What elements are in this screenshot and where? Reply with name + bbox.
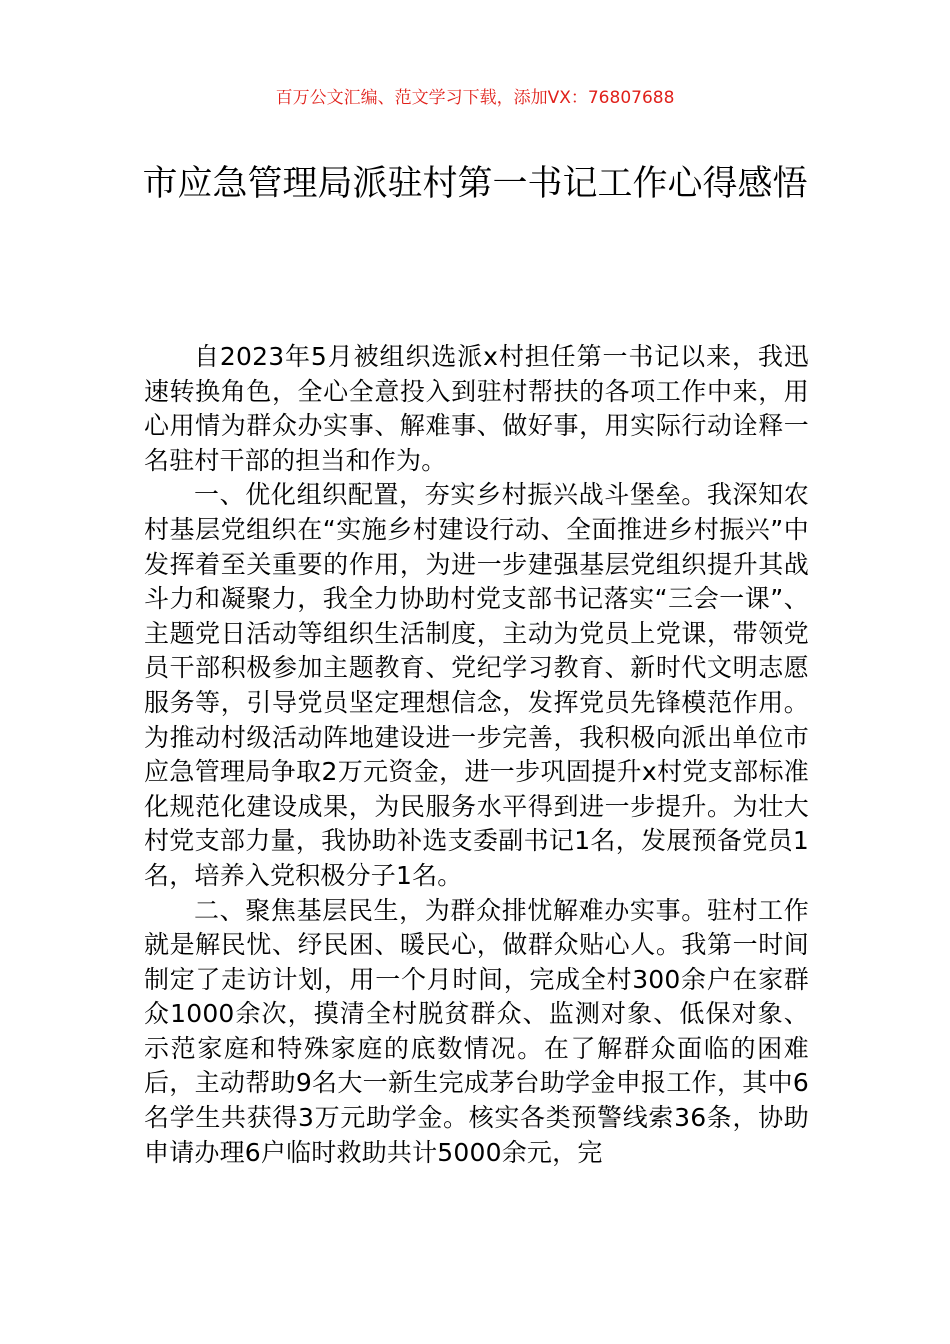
download-banner: 百万公文汇编、范文学习下载，添加VX：76807688 [275, 88, 675, 108]
document-title: 市应急管理局派驻村第一书记工作心得感悟 [142, 164, 808, 204]
paragraph-section-one: 一、优化组织配置，夯实乡村振兴战斗堡垒。我深知农村基层党组织在“实施乡村建设行动、全面推进乡村振兴”中发挥着至关重要的作用，为进一步建强基层党组织提升其战斗力和凝聚力，我全力协助村党支部书记落实“三会一课”、主题党日活动等组织生活制度，主动为党员上党课，带领党员干部积极参加主题教育、党纪学习教育、新时代文明志愿服务等，引导党员坚定理想信念，发挥党员先锋模范作用。为推动村级活动阵地建设进一步完善，我积极向派出单位市应急管理局争取2万元资金，进一步巩固提升x村党支部标准化规范化建设成果，为民服务水平得到进一步提升。为壮大村党支部力量，我协助补选支委副书记1名，发展预备党员1名，培养入党积极分子1名。 [144, 480, 809, 890]
document-body [144, 340, 809, 1170]
paragraph-section-two: 二、聚焦基层民生，为群众排忧解难办实事。驻村工作就是解民忧、纾民困、暖民心，做群众贴心人。我第一时间制定了走访计划，用一个月时间，完成全村300余户在家群众1000余次，摸清全村脱贫群众、监测对象、低保对象、示范家庭和特殊家庭的底数情况。在了解群众面临的困难后，主动帮助9名大一新生完成茅台助学金申报工作，其中6名学生共获得3万元助学金。核实各类预警线索36条，协助申请办理6户临时救助共计5000余元，完 [144, 895, 809, 1167]
paragraph-intro: 自2023年5月被组织选派x村担任第一书记以来，我迅速转换角色，全心全意投入到驻村帮扶的各项工作中来，用心用情为群众办实事、解难事、做好事，用实际行动诠释一名驻村干部的担当和作为。 [144, 342, 809, 475]
